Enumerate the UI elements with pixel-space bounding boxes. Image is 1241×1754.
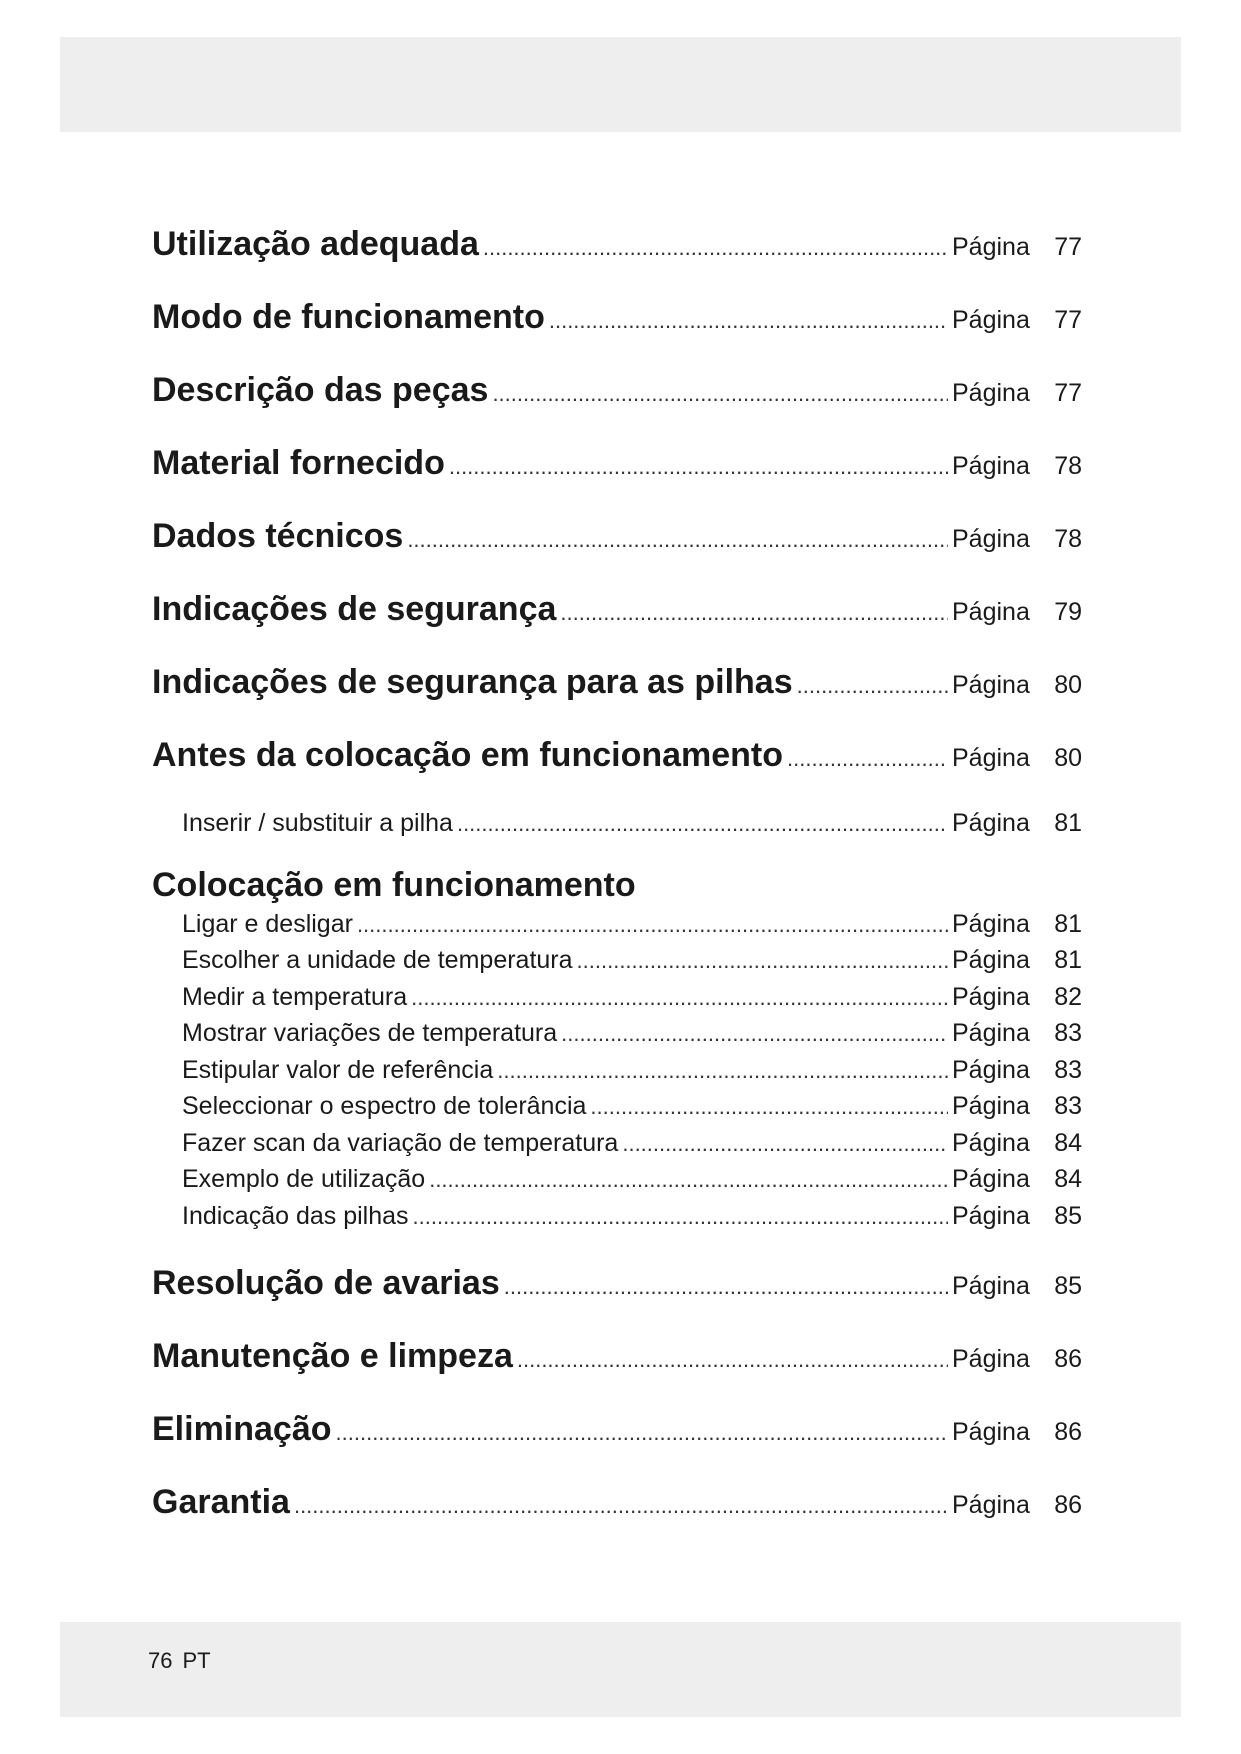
toc-page-number: 83 (1054, 1092, 1082, 1120)
toc-entry (152, 1483, 1082, 1556)
toc-page-label: Página (952, 525, 1030, 553)
dot-leader (504, 1274, 948, 1300)
toc-page-number: 86 (1054, 1491, 1082, 1519)
dot-leader (549, 308, 948, 334)
toc-entry-title: Mostrar variações de temperatura (182, 1019, 558, 1047)
dot-leader (294, 1493, 948, 1519)
toc-page-number: 77 (1054, 233, 1082, 261)
dot-leader (577, 948, 948, 974)
toc-entry (152, 1202, 1082, 1239)
dot-leader (517, 1347, 948, 1373)
toc-entry-title: Estipular valor de referência (182, 1055, 494, 1084)
dot-leader (357, 912, 948, 938)
toc-entry (152, 1129, 1082, 1166)
toc-entry-title: Manutenção e limpeza (152, 1337, 513, 1375)
toc-page-label: Página (952, 1418, 1030, 1446)
toc-page-number: 84 (1054, 1165, 1082, 1193)
toc-entry (152, 1264, 1082, 1337)
toc-entry (152, 910, 1082, 947)
dot-leader (449, 454, 948, 480)
toc-page-number: 85 (1054, 1201, 1082, 1230)
toc-entry (152, 809, 1082, 846)
toc-entry-title: Seleccionar o espectro de tolerância (182, 1092, 587, 1120)
toc-page-number: 83 (1054, 1055, 1082, 1084)
toc-page-label: Página (952, 1055, 1030, 1084)
toc-entry-title: Garantia (152, 1483, 290, 1521)
toc-page-label: Página (952, 598, 1030, 626)
toc-page-number: 82 (1054, 982, 1082, 1011)
toc-entry (152, 444, 1082, 517)
toc-page-label: Página (952, 1201, 1030, 1230)
toc-entry (152, 1019, 1082, 1056)
dot-leader (622, 1131, 948, 1157)
toc-entry (152, 1092, 1082, 1129)
toc-entry-title: Inserir / substituir a pilha (182, 809, 453, 837)
toc-page-label: Página (952, 809, 1030, 837)
dot-leader (407, 527, 948, 553)
toc-entry (152, 1337, 1082, 1410)
toc-entry (152, 1056, 1082, 1093)
toc-entry-title: Fazer scan da variação de temperatura (182, 1128, 619, 1157)
toc-entry (152, 946, 1082, 983)
toc-entry-title: Material fornecido (152, 444, 445, 482)
dot-leader (590, 1094, 948, 1120)
toc-page-number: 78 (1054, 525, 1082, 553)
dot-leader (797, 673, 948, 699)
toc-entry-title: Utilização adequada (152, 225, 479, 263)
toc-entry-title: Resolução de avarias (152, 1264, 500, 1302)
dot-leader (457, 811, 948, 837)
toc-page-label: Página (952, 1345, 1030, 1373)
toc-entry-title: Escolher a unidade de temperatura (182, 946, 573, 974)
dot-leader (413, 1204, 948, 1230)
dot-leader (411, 985, 948, 1011)
dot-leader (336, 1420, 948, 1446)
toc-page-label: Página (952, 1092, 1030, 1120)
toc-entry-title: Indicações de segurança para as pilhas (152, 663, 793, 701)
footer-page-number: 76 (148, 1648, 173, 1673)
toc-entry (152, 298, 1082, 371)
toc-page-label: Página (952, 671, 1030, 699)
toc-entry (152, 225, 1082, 298)
dot-leader (483, 235, 948, 261)
dot-leader (492, 381, 948, 407)
toc-entry (152, 983, 1082, 1020)
toc-entry (152, 663, 1082, 736)
footer (148, 1648, 221, 1674)
dot-leader (561, 1021, 948, 1047)
toc-page-number: 81 (1054, 946, 1082, 974)
toc-page-number: 86 (1054, 1345, 1082, 1373)
toc-entry (152, 517, 1082, 590)
footer-band (60, 1622, 1181, 1717)
toc-page-label: Página (952, 1128, 1030, 1157)
toc-entry-title: Indicação das pilhas (182, 1201, 409, 1230)
toc-page-number: 77 (1054, 306, 1082, 334)
section-heading-title: Colocação em funcionamento (152, 865, 636, 904)
toc-entry-title: Antes da colocação em funcionamento (152, 736, 784, 774)
toc-page-label: Página (952, 1019, 1030, 1047)
toc-entry-title: Modo de funcionamento (152, 298, 545, 336)
toc-page-number: 77 (1054, 379, 1082, 407)
toc-entry-title: Descrição das peças (152, 371, 489, 409)
toc-entry-title: Ligar e desligar (182, 909, 353, 938)
toc-page-number: 78 (1054, 452, 1082, 480)
toc-page-label: Página (952, 1491, 1030, 1519)
dot-leader (560, 600, 948, 626)
toc-page-label: Página (952, 1272, 1030, 1300)
toc-page-number: 79 (1054, 598, 1082, 626)
table-of-contents (152, 225, 1082, 1556)
sub-entries-group-a (152, 809, 1082, 846)
section-heading (152, 866, 1082, 910)
toc-entry (152, 590, 1082, 663)
toc-entry (152, 1410, 1082, 1483)
toc-page-number: 85 (1054, 1272, 1082, 1300)
toc-entry-title: Indicações de segurança (152, 590, 557, 628)
toc-page-number: 80 (1054, 671, 1082, 699)
toc-page-number: 86 (1054, 1418, 1082, 1446)
sub-entries-group-b (152, 910, 1082, 1239)
toc-page-label: Página (952, 1165, 1030, 1193)
toc-page-label: Página (952, 233, 1030, 261)
toc-page-label: Página (952, 982, 1030, 1011)
toc-page-number: 83 (1054, 1019, 1082, 1047)
dot-leader (497, 1058, 948, 1084)
header-band (60, 37, 1181, 132)
toc-page-label: Página (952, 946, 1030, 974)
toc-page-label: Página (952, 909, 1030, 938)
dot-leader (787, 746, 948, 772)
toc-entry (152, 1165, 1082, 1202)
toc-page-label: Página (952, 306, 1030, 334)
toc-page-label: Página (952, 744, 1030, 772)
main-entries-group-b (152, 1264, 1082, 1556)
toc-entry (152, 736, 1082, 809)
toc-entry (152, 371, 1082, 444)
dot-leader (429, 1167, 948, 1193)
footer-language: PT (182, 1648, 211, 1673)
toc-entry-title: Medir a temperatura (182, 982, 408, 1011)
toc-page-number: 81 (1054, 809, 1082, 837)
toc-entry-title: Dados técnicos (152, 517, 404, 555)
toc-page-label: Página (952, 379, 1030, 407)
toc-entry-title: Eliminação (152, 1410, 332, 1448)
toc-page-number: 84 (1054, 1128, 1082, 1157)
toc-entry-title: Exemplo de utilização (182, 1165, 426, 1193)
toc-page-number: 80 (1054, 744, 1082, 772)
toc-page-number: 81 (1054, 909, 1082, 938)
toc-page-label: Página (952, 452, 1030, 480)
main-entries-group-a (152, 225, 1082, 809)
